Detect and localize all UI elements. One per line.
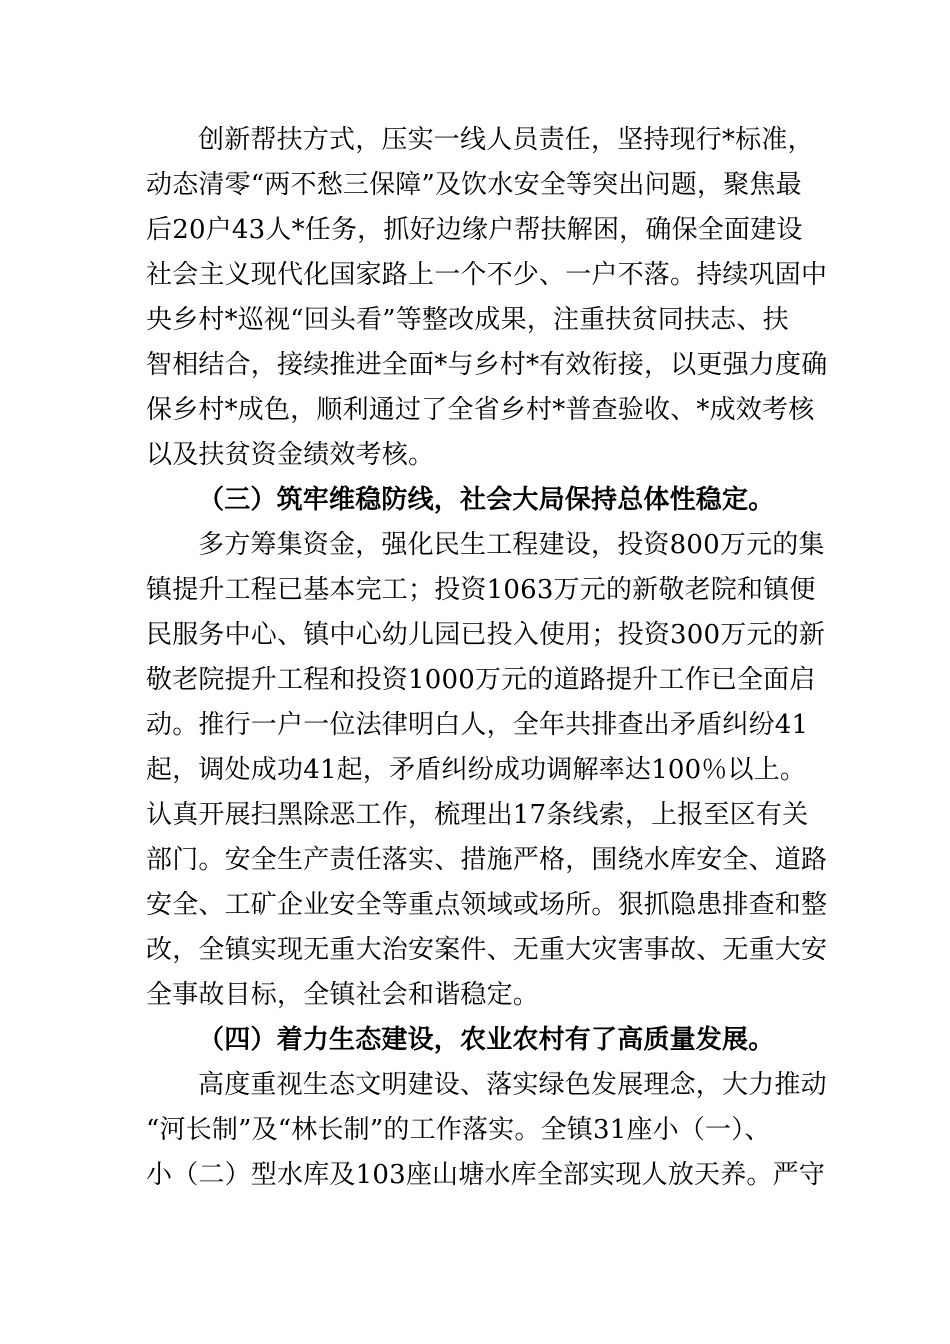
section-heading-4: （四）着力生态建设，农业农村有了高质量发展。 — [198, 1025, 775, 1055]
paragraph-line: 起，调处成功41起，矛盾纠纷成功调解率达100％以上。 — [146, 755, 807, 785]
paragraph-line: 改，全镇实现无重大治安案件、无重大灾害事故、无重大安 — [146, 935, 828, 965]
paragraph-line: 认真开展扫黑除恶工作，梳理出17条线索，上报至区有关 — [146, 800, 809, 830]
paragraph-line: 民服务中心、镇中心幼儿园已投入使用；投资300万元的新 — [146, 620, 826, 650]
paragraph-line: 小（二）型水库及103座山塘水库全部实现人放天养。严守 — [146, 1160, 826, 1190]
paragraph-line: 多方筹集资金，强化民生工程建设，投资800万元的集 — [198, 530, 825, 560]
paragraph-line: 创新帮扶方式，压实一线人员责任，坚持现行*标准， — [198, 125, 814, 155]
paragraph-line: 后20户43人*任务，抓好边缘户帮扶解困，确保全面建设 — [146, 215, 803, 245]
paragraph-line: 高度重视生态文明建设、落实绿色发展理念，大力推动 — [198, 1070, 827, 1100]
paragraph-line: 敬老院提升工程和投资1000万元的道路提升工作已全面启 — [146, 665, 816, 695]
paragraph-line: 部门。安全生产责任落实、措施严格，围绕水库安全、道路 — [146, 845, 828, 875]
paragraph-line: 安全、工矿企业安全等重点领域或场所。狠抓隐患排查和整 — [146, 890, 828, 920]
paragraph-line: 动态清零“两不愁三保障”及饮水安全等突出问题，聚焦最 — [146, 170, 802, 200]
paragraph-line: 全事故目标，全镇社会和谐稳定。 — [146, 980, 540, 1010]
paragraph-line: 社会主义现代化国家路上一个不少、一户不落。持续巩固中 — [146, 260, 828, 290]
section-heading-3: （三）筑牢维稳防线，社会大局保持总体性稳定。 — [198, 485, 775, 515]
paragraph-line: 智相结合，接续推进全面*与乡村*有效衔接，以更强力度确 — [146, 350, 828, 380]
paragraph-line: 镇提升工程已基本完工；投资1063万元的新敬老院和镇便 — [146, 575, 816, 605]
paragraph-line: 央乡村*巡视“回头看”等整改成果，注重扶贫同扶志、扶 — [146, 305, 789, 335]
paragraph-line: 保乡村*成色，顺利通过了全省乡村*普查验收、*成效考核 — [146, 395, 815, 425]
paragraph-line: 以及扶贫资金绩效考核。 — [146, 440, 435, 470]
paragraph-line: 动。推行一户一位法律明白人，全年共排查出矛盾纠纷41 — [146, 710, 809, 740]
paragraph-line: “河长制”及“林长制”的工作落实。全镇31座小（一）、 — [146, 1115, 771, 1145]
